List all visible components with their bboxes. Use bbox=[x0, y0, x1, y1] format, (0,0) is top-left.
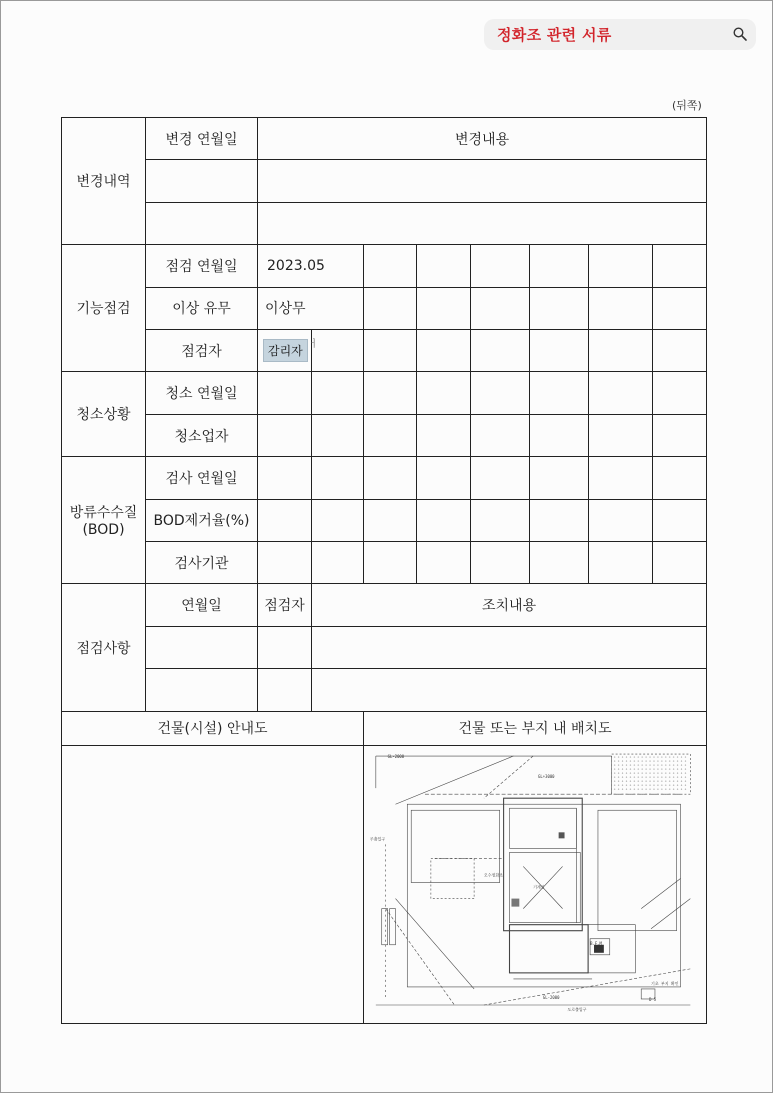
inspection-date-cell[interactable] bbox=[146, 669, 258, 711]
grid-cell[interactable] bbox=[312, 542, 364, 584]
grid-cell[interactable] bbox=[530, 287, 589, 329]
change-date-cell[interactable] bbox=[146, 160, 258, 202]
grid-cell[interactable] bbox=[312, 330, 364, 372]
inspection-action-cell[interactable] bbox=[312, 669, 707, 711]
grid-cell[interactable] bbox=[364, 330, 417, 372]
svg-text:GL-2000: GL-2000 bbox=[387, 753, 405, 759]
inspection-date-header: 연월일 bbox=[146, 584, 258, 626]
grid-cell[interactable] bbox=[258, 542, 312, 584]
grid-cell[interactable] bbox=[589, 372, 653, 414]
grid-cell[interactable] bbox=[471, 499, 530, 541]
inspection-inspector-header: 점검자 bbox=[258, 584, 312, 626]
change-content-cell[interactable] bbox=[258, 160, 707, 202]
grid-cell[interactable] bbox=[417, 245, 471, 287]
inspector-value-cell[interactable] bbox=[258, 330, 319, 372]
grid-cell[interactable] bbox=[417, 330, 471, 372]
septic-tank-record-form bbox=[61, 117, 707, 1024]
grid-cell[interactable] bbox=[364, 457, 417, 499]
grid-cell[interactable] bbox=[312, 414, 364, 456]
grid-cell[interactable] bbox=[653, 457, 707, 499]
grid-cell[interactable] bbox=[417, 542, 471, 584]
test-date-label: 검사 연월일 bbox=[146, 457, 258, 499]
grid-cell[interactable] bbox=[258, 457, 312, 499]
grid-cell[interactable] bbox=[589, 245, 653, 287]
grid-cell[interactable] bbox=[653, 372, 707, 414]
grid-cell[interactable] bbox=[589, 457, 653, 499]
effluent-quality-label bbox=[62, 457, 146, 584]
grid-cell[interactable] bbox=[312, 372, 364, 414]
inspection-inspector-cell[interactable] bbox=[258, 626, 312, 668]
inspection-items-label: 점검사항 bbox=[62, 584, 146, 711]
grid-cell[interactable] bbox=[530, 414, 589, 456]
svg-text:기계실: 기계실 bbox=[533, 884, 545, 890]
grid-cell[interactable] bbox=[417, 457, 471, 499]
site-plan-drawing bbox=[366, 748, 704, 1021]
grid-cell[interactable] bbox=[258, 414, 312, 456]
site-layout-area[interactable] bbox=[364, 745, 707, 1023]
svg-text:GL+3000: GL+3000 bbox=[538, 774, 555, 780]
grid-cell[interactable] bbox=[417, 499, 471, 541]
svg-text:기초 부지 확인: 기초 부지 확인 bbox=[651, 980, 679, 986]
test-agency-label: 검사기관 bbox=[146, 542, 258, 584]
abnormal-value[interactable]: 이상무 bbox=[258, 287, 364, 329]
check-date-label: 점검 연월일 bbox=[146, 245, 258, 287]
inspector-label: 점검자 bbox=[146, 330, 258, 372]
svg-text:오수정화조: 오수정화조 bbox=[483, 872, 503, 878]
grid-cell[interactable] bbox=[589, 414, 653, 456]
bod-removal-label: BOD제거율(%) bbox=[146, 499, 258, 541]
inspection-action-header: 조치내용 bbox=[312, 584, 707, 626]
grid-cell[interactable] bbox=[364, 542, 417, 584]
grid-cell[interactable] bbox=[258, 372, 312, 414]
site-layout-title: 건물 또는 부지 내 배치도 bbox=[364, 711, 707, 745]
change-content-cell[interactable] bbox=[258, 202, 707, 244]
building-guide-area[interactable] bbox=[62, 745, 364, 1023]
grid-cell[interactable] bbox=[364, 245, 417, 287]
svg-text:주출입구: 주출입구 bbox=[369, 836, 386, 842]
cleaning-status-label: 청소상황 bbox=[62, 372, 146, 457]
grid-cell[interactable] bbox=[530, 330, 589, 372]
grid-cell[interactable] bbox=[530, 245, 589, 287]
grid-cell[interactable] bbox=[417, 372, 471, 414]
change-history-label: 변경내역 bbox=[62, 118, 146, 245]
cleaning-company-label: 청소업자 bbox=[146, 414, 258, 456]
grid-cell[interactable] bbox=[364, 414, 417, 456]
grid-cell[interactable] bbox=[471, 330, 530, 372]
grid-cell[interactable] bbox=[471, 372, 530, 414]
grid-cell[interactable] bbox=[589, 499, 653, 541]
svg-text:B.F.M: B.F.M bbox=[590, 940, 602, 946]
grid-cell[interactable] bbox=[364, 372, 417, 414]
grid-cell[interactable] bbox=[589, 330, 653, 372]
grid-cell[interactable] bbox=[653, 542, 707, 584]
inspector-value[interactable]: 감리자 bbox=[263, 339, 308, 362]
cleaning-date-label: 청소 연월일 bbox=[146, 372, 258, 414]
grid-cell[interactable] bbox=[471, 414, 530, 456]
grid-cell[interactable] bbox=[530, 457, 589, 499]
search-icon[interactable] bbox=[732, 26, 748, 42]
abnormal-label: 이상 유무 bbox=[146, 287, 258, 329]
grid-cell[interactable] bbox=[530, 542, 589, 584]
grid-cell[interactable] bbox=[471, 245, 530, 287]
search-query[interactable]: 정화조 관련 서류 bbox=[497, 26, 612, 44]
change-date-header: 변경 연월일 bbox=[146, 118, 258, 160]
inspection-date-cell[interactable] bbox=[146, 626, 258, 668]
grid-cell[interactable] bbox=[589, 542, 653, 584]
svg-text:도로출입구: 도로출입구 bbox=[567, 1006, 587, 1012]
effluent-label-line1: 방류수수질 bbox=[69, 505, 138, 522]
function-check-label: 기능점검 bbox=[62, 245, 146, 372]
svg-text:GL-2000: GL-2000 bbox=[542, 994, 560, 1000]
grid-cell[interactable] bbox=[530, 372, 589, 414]
grid-cell[interactable] bbox=[312, 457, 364, 499]
grid-cell[interactable] bbox=[312, 499, 364, 541]
grid-cell[interactable] bbox=[653, 414, 707, 456]
building-guide-title: 건물(시설) 안내도 bbox=[62, 711, 364, 745]
effluent-label-line2: (BOD) bbox=[82, 522, 125, 539]
grid-cell[interactable] bbox=[471, 287, 530, 329]
grid-cell[interactable] bbox=[471, 542, 530, 584]
grid-cell[interactable] bbox=[589, 287, 653, 329]
grid-cell[interactable] bbox=[364, 287, 417, 329]
back-side-label: (뒤쪽) bbox=[672, 99, 702, 112]
grid-cell[interactable] bbox=[653, 245, 707, 287]
grid-cell[interactable] bbox=[653, 287, 707, 329]
change-content-header: 변경내용 bbox=[258, 118, 707, 160]
grid-cell[interactable] bbox=[417, 414, 471, 456]
grid-cell[interactable] bbox=[471, 457, 530, 499]
inspection-action-cell[interactable] bbox=[312, 626, 707, 668]
grid-cell[interactable] bbox=[417, 287, 471, 329]
search-bar[interactable] bbox=[484, 19, 756, 50]
inspection-inspector-cell[interactable] bbox=[258, 669, 312, 711]
grid-cell[interactable] bbox=[364, 499, 417, 541]
change-date-cell[interactable] bbox=[146, 202, 258, 244]
svg-text:D 5: D 5 bbox=[649, 996, 657, 1002]
grid-cell[interactable] bbox=[653, 499, 707, 541]
check-date-value[interactable]: 2023.05 bbox=[258, 245, 364, 287]
grid-cell[interactable] bbox=[653, 330, 707, 372]
handwriting-tail: ㅓ bbox=[309, 339, 319, 351]
grid-cell[interactable] bbox=[258, 499, 312, 541]
grid-cell[interactable] bbox=[530, 499, 589, 541]
